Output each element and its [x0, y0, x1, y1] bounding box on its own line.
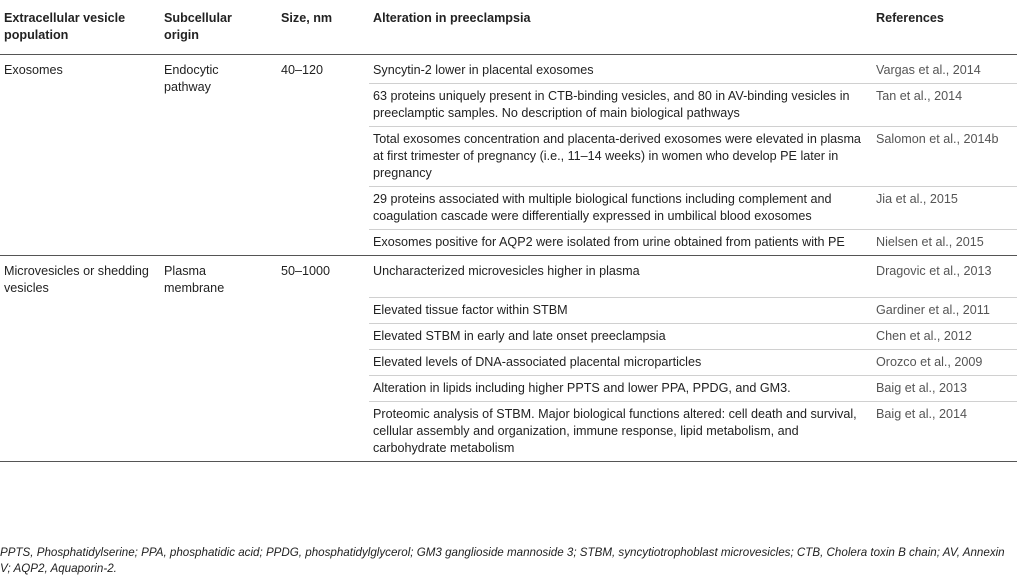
group-microvesicles: [0, 256, 1017, 462]
alteration-cell: Elevated levels of DNA-associated placental microparticles: [369, 350, 872, 376]
origin-cell: Endocytic pathway: [164, 63, 219, 94]
header-population: Extracellular vesicle population: [4, 11, 126, 42]
reference-cell: Tan et al., 2014: [872, 84, 1017, 127]
alteration-cell: Alteration in lipids including higher PPTS and lower PPA, PPDG, and GM3.: [369, 376, 872, 402]
reference-cell: Salomon et al., 2014b: [872, 127, 1017, 187]
reference-cell: Orozco et al., 2009: [872, 350, 1017, 376]
header-references: References: [876, 11, 944, 25]
table-row: [0, 256, 1017, 298]
reference-cell: Gardiner et al., 2011: [872, 298, 1017, 324]
header-origin: Subcellular origin: [164, 11, 232, 42]
reference-cell: Nielsen et al., 2015: [876, 235, 984, 249]
alteration-cell: 29 proteins associated with multiple biological functions including complement and coagulation cascade were differentially expressed in umbilical blood exosomes: [369, 187, 872, 230]
reference-cell: Jia et al., 2015: [872, 187, 1017, 230]
alteration-cell: Exosomes positive for AQP2 were isolated from urine obtained from patients with PE: [373, 235, 845, 249]
alteration-cell: 63 proteins uniquely present in CTB-binding vesicles, and 80 in AV-binding vesicles in preeclamptic samples. No description of main biological pathways: [369, 84, 872, 127]
alteration-cell: Elevated tissue factor within STBM: [369, 298, 872, 324]
size-cell: 40–120: [281, 63, 324, 77]
reference-cell: Baig et al., 2014: [876, 407, 968, 421]
size-cell: 50–1000: [281, 264, 331, 278]
population-cell: Exosomes: [4, 63, 63, 77]
header-size: Size, nm: [281, 11, 333, 25]
reference-cell: Baig et al., 2013: [872, 376, 1017, 402]
header-alteration: Alteration in preeclampsia: [373, 11, 531, 25]
alteration-cell: Total exosomes concentration and placenta-derived exosomes were elevated in plasma at first trimester of pregnancy (i.e., 11–14 weeks) in women who develop PE later in pregnancy: [369, 127, 872, 187]
table-header-row: [0, 0, 1017, 55]
reference-cell: Chen et al., 2012: [872, 324, 1017, 350]
alteration-cell: Proteomic analysis of STBM. Major biological functions altered: cell death and survival, cellular assembly and organization, immune response, lipid metabolism, and carbohydrate metabolism: [373, 407, 857, 455]
population-cell: Microvesicles or shedding vesicles: [4, 264, 149, 295]
reference-cell: Vargas et al., 2014: [872, 55, 1017, 84]
alteration-cell: Uncharacterized microvesicles higher in plasma: [369, 256, 872, 298]
table-footnote: PPTS, Phosphatidylserine; PPA, phosphatidic acid; PPDG, phosphatidylglycerol; GM3 ganglioside mannoside 3; STBM, syncytiotrophoblast microvesicles; CTB, Cholera toxin B chain; AV, Annexin V; AQP2, Aquaporin-2.: [0, 546, 1005, 575]
group-exosomes: [0, 55, 1017, 256]
alteration-cell: Syncytin-2 lower in placental exosomes: [369, 55, 872, 84]
alteration-cell: Elevated STBM in early and late onset preeclampsia: [369, 324, 872, 350]
reference-cell: Dragovic et al., 2013: [872, 256, 1017, 298]
origin-cell: Plasma membrane: [164, 264, 225, 295]
table-row: [0, 55, 1017, 84]
